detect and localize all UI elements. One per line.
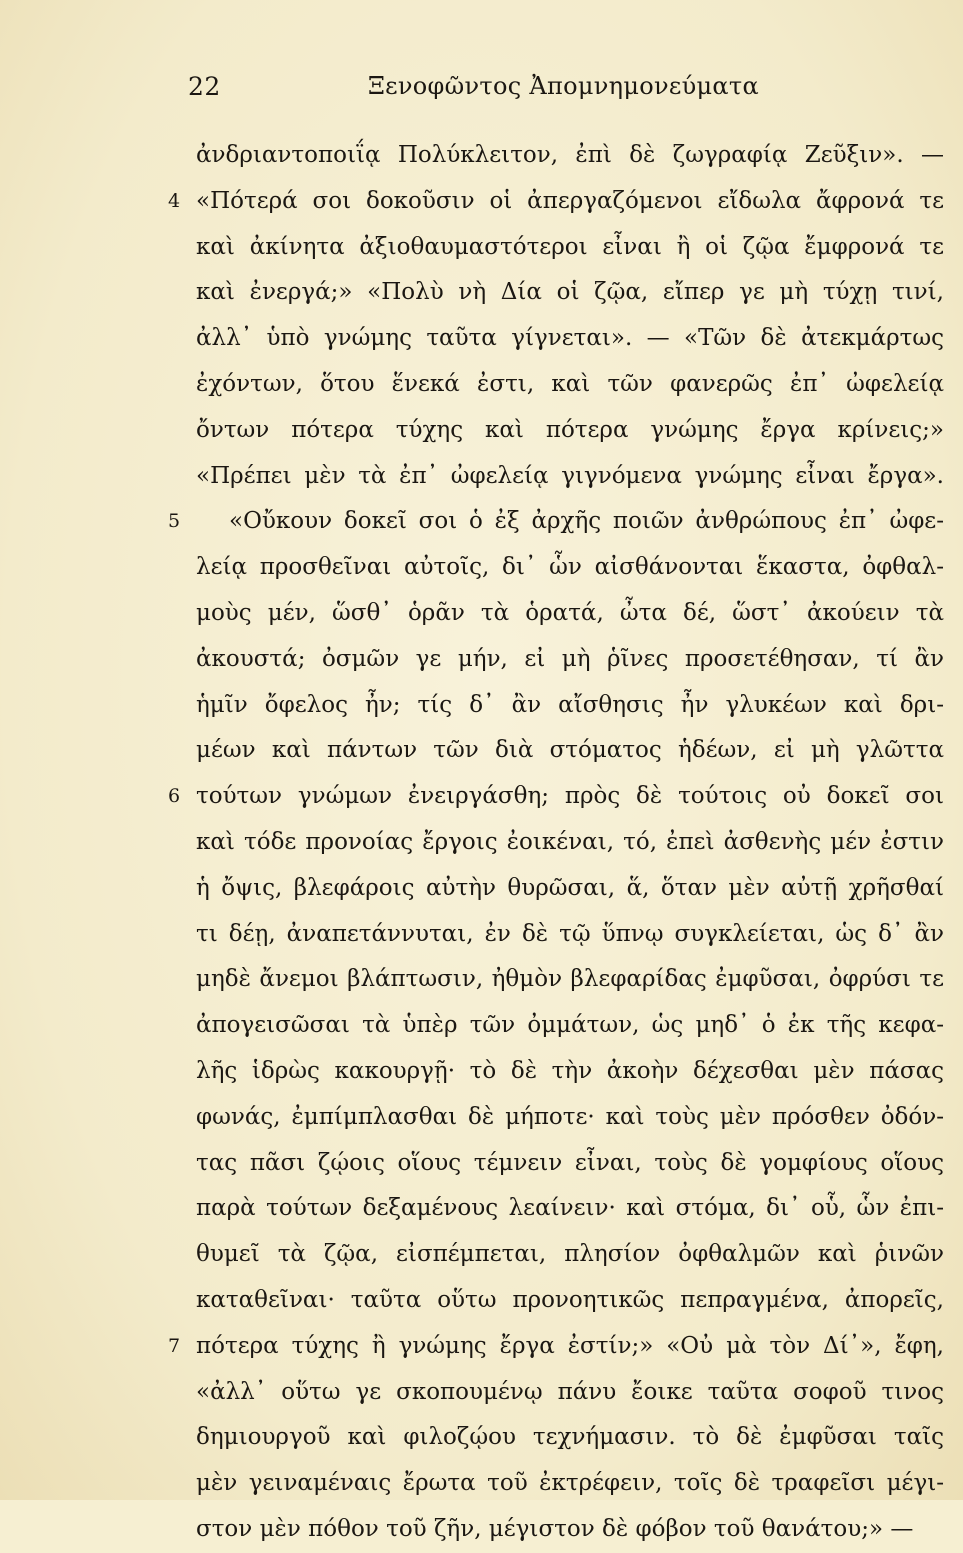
line-text: «Πότερά σοι δοκοῦσιν οἱ ἀπεργαζόμενοι εἴδωλα ἄφρονά τε [196,187,944,214]
line-text: ὄντων πότερα τύχης καὶ πότερα γνώμης ἔργα κρίνεις;» [196,416,944,443]
text-line [0,1370,963,1416]
text-line [0,637,963,683]
text-line [0,454,963,500]
line-text: δημιουργοῦ καὶ φιλοζῴου τεχνήμασιν. τὸ δὲ ἐμφῦσαι ταῖς [196,1424,944,1451]
text-line [0,1278,963,1324]
text-line [0,362,963,408]
body-text [0,133,963,1553]
text-line [0,957,963,1003]
line-text: μοὺς μέν, ὥσθ᾽ ὁρᾶν τὰ ὁρατά, ὦτα δέ, ὥστ᾽ ἀκούειν τὰ [196,599,944,626]
text-line [0,545,963,591]
line-text: ἀλλ᾽ ὑπὸ γνώμης ταῦτα γίγνεται». — «Τῶν δὲ ἀτεκμάρτως [196,325,944,352]
text-line [0,1095,963,1141]
line-text: ἡμῖν ὄφελος ἦν; τίς δ᾽ ἂν αἴσθησις ἦν γλυκέων καὶ δρι- [196,691,944,718]
line-text: φωνάς, ἐμπίμπλασθαι δὲ μήποτε· καὶ τοὺς μὲν πρόσθεν ὀδόν- [196,1103,944,1130]
section-number: 6 [168,785,181,808]
line-text: καὶ ἐνεργά;» «Πολὺ νὴ Δία οἱ ζῷα, εἴπερ γε μὴ τύχῃ τινί, [196,279,944,306]
line-text: πότερα τύχης ἢ γνώμης ἔργα ἐστίν;» «Οὐ μὰ τὸν Δί᾽», ἔφη, [196,1332,944,1359]
section-number: 4 [168,189,181,212]
text-line [0,774,963,820]
text-line [0,316,963,362]
line-text: μὲν γειναμέναις ἔρωτα τοῦ ἐκτρέφειν, τοῖς δὲ τραφεῖσι μέγι- [196,1470,944,1497]
text-line [0,1049,963,1095]
text-line [0,1415,963,1461]
line-text: τούτων γνώμων ἐνειργάσθη; πρὸς δὲ τούτοις οὐ δοκεῖ σοι [196,783,944,810]
page-header [0,72,963,112]
text-line [0,1186,963,1232]
text-line [0,820,963,866]
line-text: μέων καὶ πάντων τῶν διὰ στόματος ἡδέων, εἰ μὴ γλῶττα [196,737,944,764]
text-line [0,225,963,271]
line-text: λείᾳ προσθεῖναι αὐτοῖς, δι᾽ ὧν αἰσθάνονται ἕκαστα, ὀφθαλ- [196,554,944,581]
line-text: ἀκουστά; ὀσμῶν γε μήν, εἰ μὴ ῥῖνες προσετέθησαν, τί ἂν [196,645,944,672]
line-text: ἀπογεισῶσαι τὰ ὑπὲρ τῶν ὀμμάτων, ὡς μηδ᾽ ὁ ἐκ τῆς κεφα- [196,1012,944,1039]
text-line [0,408,963,454]
line-text: «Οὔκουν δοκεῖ σοι ὁ ἐξ ἀρχῆς ποιῶν ἀνθρώπους ἐπ᾽ ὠφε- [229,508,944,535]
line-text: καὶ ἀκίνητα ἀξιοθαυμαστότεροι εἶναι ἢ οἱ ζῷα ἔμφρονά τε [196,233,944,260]
line-text: μηδὲ ἄνεμοι βλάπτωσιν, ἠθμὸν βλεφαρίδας ἐμφῦσαι, ὀφρύσι τε [196,966,944,993]
text-line [0,591,963,637]
text-line [0,728,963,774]
text-line [0,1324,963,1370]
line-text: λῆς ἱδρὼς κακουργῇ· τὸ δὲ τὴν ἀκοὴν δέχεσθαι μὲν πάσας [196,1057,944,1084]
text-line [0,1232,963,1278]
text-line [0,133,963,179]
text-line [0,1461,963,1507]
line-text: ἐχόντων, ὅτου ἕνεκά ἐστι, καὶ τῶν φανερῶς ἐπ᾽ ὠφελείᾳ [196,370,944,397]
text-line [0,499,963,545]
text-line [0,1141,963,1187]
line-text: ἀνδριαντοποιΐᾳ Πολύκλειτον, ἐπὶ δὲ ζωγραφίᾳ Ζεῦξιν». — [196,142,944,168]
text-line [0,912,963,958]
section-number: 7 [168,1334,181,1357]
line-text: καταθεῖναι· ταῦτα οὕτω προνοητικῶς πεπραγμένα, ἀπορεῖς, [196,1286,944,1313]
line-text: καὶ τόδε προνοίας ἔργοις ἐοικέναι, τό, ἐπεὶ ἀσθενὴς μέν ἐστιν [196,828,944,855]
text-line [0,683,963,729]
text-line [0,270,963,316]
text-line [0,1507,963,1553]
section-number: 5 [168,510,181,533]
running-title: Ξενοφῶντος Ἀπομνημονεύματα [368,72,759,100]
text-line [0,1003,963,1049]
page-number: 22 [188,72,221,101]
line-text: θυμεῖ τὰ ζῷα, εἰσπέμπεται, πλησίον ὀφθαλμῶν καὶ ῥινῶν [196,1241,944,1268]
line-text: «Πρέπει μὲν τὰ ἐπ᾽ ὠφελείᾳ γιγνόμενα γνώμης εἶναι ἔργα». [196,462,944,489]
text-line [0,866,963,912]
line-text: ἡ ὄψις, βλεφάροις αὐτὴν θυρῶσαι, ἅ, ὅταν μὲν αὐτῇ χρῆσθαί [196,874,944,901]
line-text: «ἀλλ᾽ οὕτω γε σκοπουμένῳ πάνυ ἔοικε ταῦτα σοφοῦ τινος [196,1378,944,1405]
text-line [0,179,963,225]
line-text: στον μὲν πόθον τοῦ ζῆν, μέγιστον δὲ φόβον τοῦ θανάτου;» — [196,1515,914,1542]
line-text: παρὰ τούτων δεξαμένους λεαίνειν· καὶ στόμα, δι᾽ οὗ, ὧν ἐπι- [196,1195,944,1222]
line-text: τας πᾶσι ζῴοις οἵους τέμνειν εἶναι, τοὺς δὲ γομφίους οἵους [196,1149,944,1176]
line-text: τι δέῃ, ἀναπετάννυται, ἐν δὲ τῷ ὕπνῳ συγκλείεται, ὡς δ᾽ ἂν [196,920,944,947]
